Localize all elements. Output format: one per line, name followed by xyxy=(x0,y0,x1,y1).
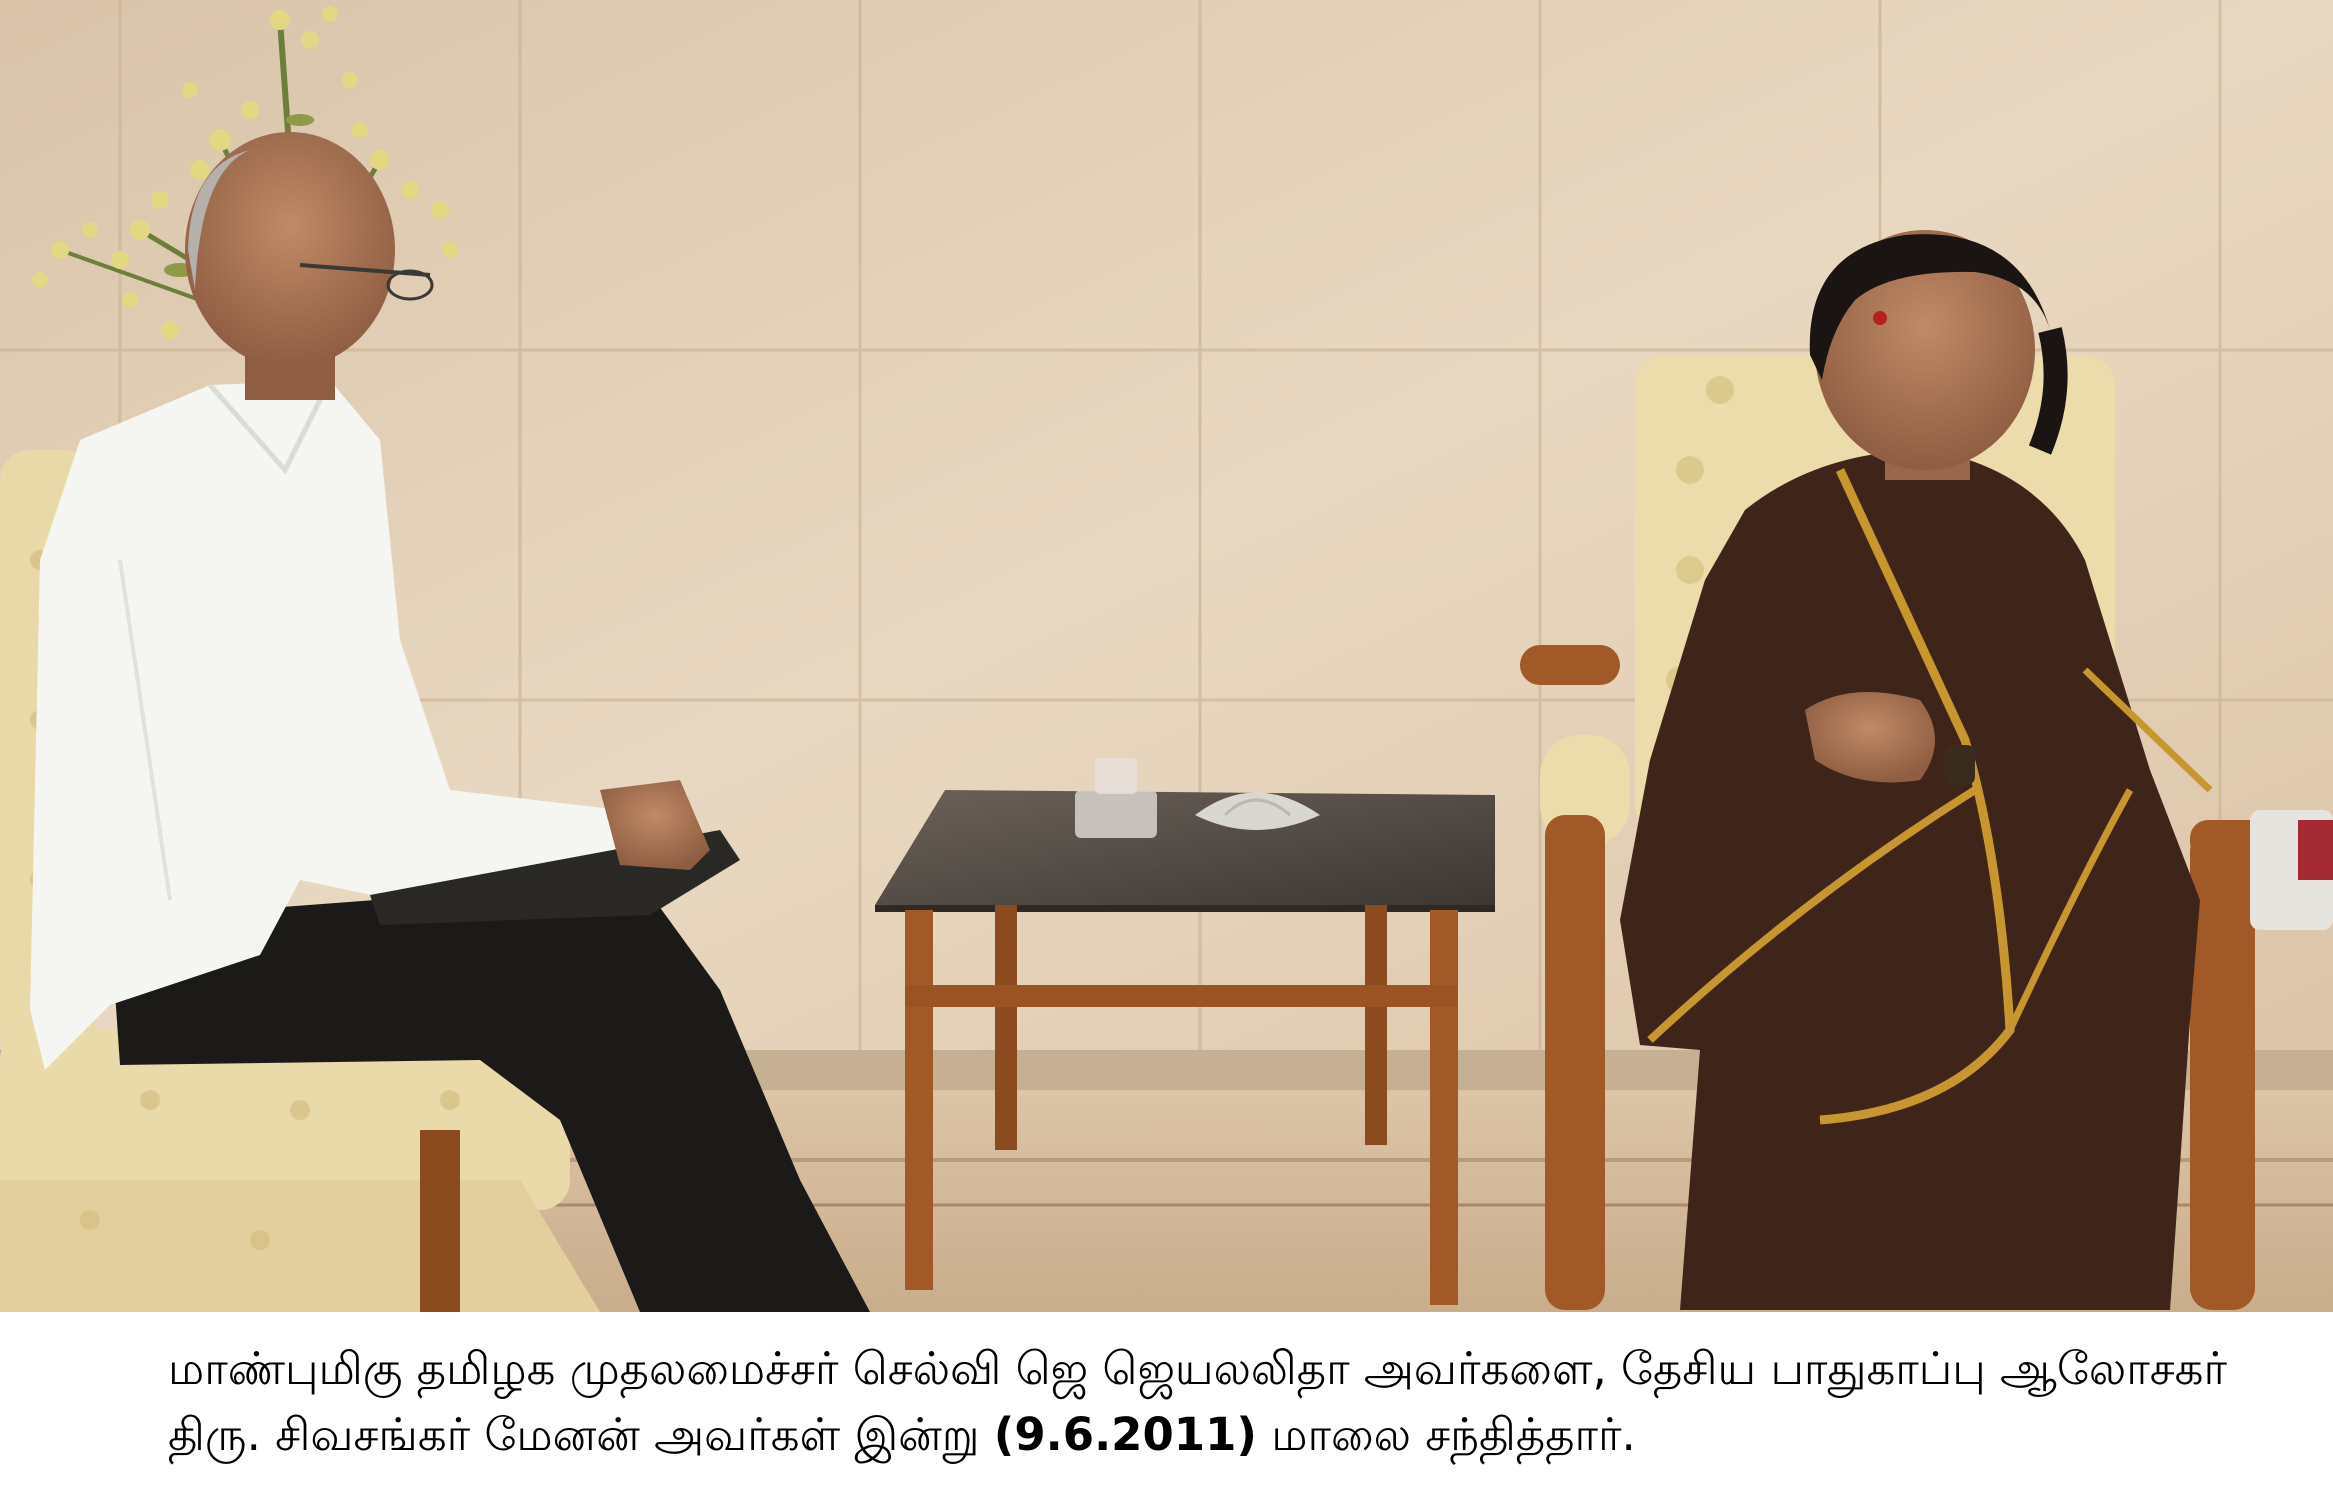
caption-line-2 xyxy=(168,1402,2333,1468)
telephone xyxy=(2250,810,2333,930)
caption-line-2-end: மாலை சந்தித்தார். xyxy=(1256,1408,1636,1461)
photo-caption xyxy=(0,1312,2333,1500)
caption-line-2-start: திரு. சிவசங்கர் மேனன் அவர்கள் இன்று xyxy=(168,1408,994,1461)
caption-line-1: மாண்புமிகு தமிழக முதலமைச்சர் செல்வி ஜெ ஜெயலலிதா அவர்களை, தேசிய பாதுகாப்பு ஆலோசகர் xyxy=(168,1342,2227,1395)
man-head xyxy=(185,132,395,368)
bindi xyxy=(1873,311,1887,325)
caption-date: (9.6.2011) xyxy=(993,1408,1257,1461)
crystal-box xyxy=(1075,790,1157,838)
watch xyxy=(1945,745,1975,785)
